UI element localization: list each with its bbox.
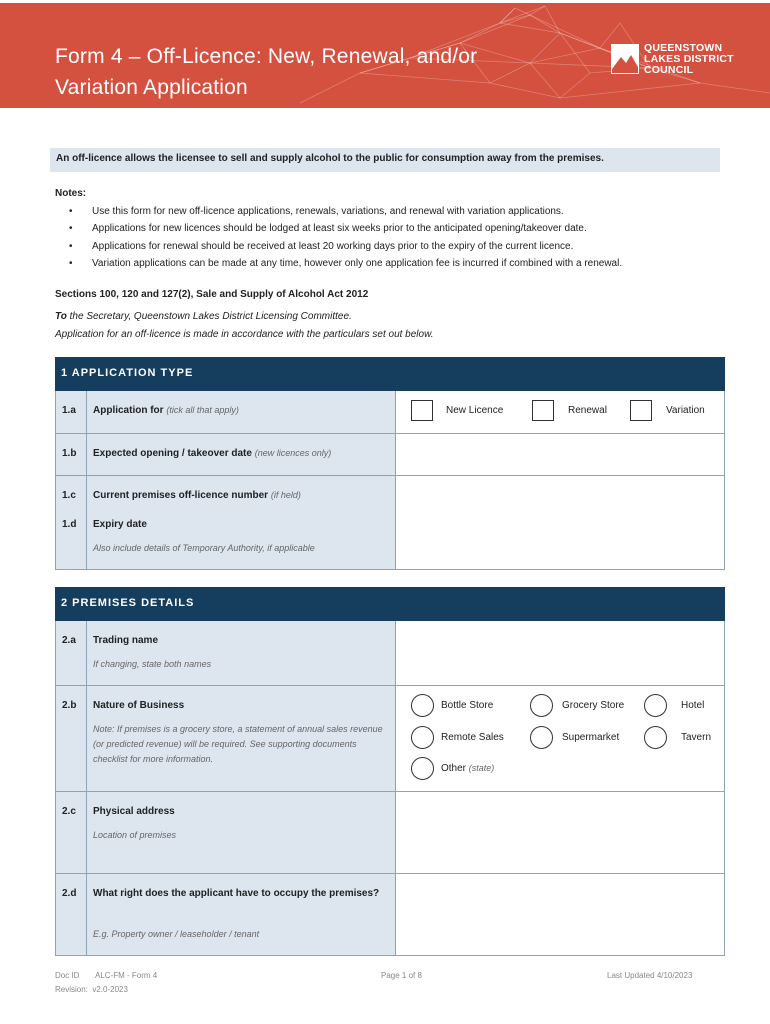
row-number: 2.a	[56, 621, 87, 685]
row-number: 2.b	[56, 686, 87, 791]
field-label: What right does the applicant have to occupy the premises?	[93, 888, 380, 899]
field-hint: (tick all that apply)	[166, 405, 239, 415]
doc-id-value: ALC-FM - Form 4	[95, 971, 158, 980]
bottle-store-radio[interactable]	[411, 694, 434, 717]
option-label: Supermarket	[562, 732, 620, 743]
remote-sales-radio[interactable]	[411, 726, 434, 749]
revision-label: Revision:	[55, 985, 88, 994]
row-number: 1.b	[56, 434, 87, 475]
to-prefix: To	[55, 311, 67, 322]
logo-text-line-3: COUNCIL	[644, 64, 694, 76]
field-hint: If changing, state both names	[93, 659, 212, 669]
field-hint: Location of premises	[93, 830, 177, 840]
note-item: • Variation applications can be made at any time, however only one application fee is incurred if combined with a renewal.	[55, 255, 725, 273]
application-statement: Application for an off-licence is made in accordance with the particulars set out below.	[55, 329, 434, 340]
notes-block	[55, 185, 725, 273]
variation-checkbox[interactable]	[630, 400, 652, 421]
option-label: Bottle Store	[441, 700, 494, 711]
page-number: Page 1 of 8	[381, 971, 422, 980]
option-label: Renewal	[568, 405, 607, 416]
note-item: • Applications for renewal should be received at least 20 working days prior to the expiry of the current licence.	[55, 238, 725, 256]
supermarket-radio[interactable]	[530, 726, 553, 749]
to-recipient: the Secretary, Queenstown Lakes District Licensing Committee.	[66, 311, 352, 322]
other-radio[interactable]	[411, 757, 434, 780]
note-item: • Applications for new licences should be lodged at least six weeks prior to the anticipated opening/takeover date.	[55, 220, 725, 238]
row-2c	[55, 792, 725, 874]
renewal-checkbox[interactable]	[532, 400, 554, 421]
form-title	[55, 41, 575, 103]
row-1b	[55, 434, 725, 476]
page-header	[0, 3, 770, 108]
field-hint: (if held)	[270, 490, 301, 500]
option-hint: (state)	[468, 763, 495, 773]
row-number: 1.c	[62, 490, 76, 501]
mountain-logo-icon	[610, 43, 640, 75]
logo-text-line-1: QUEENSTOWN	[644, 42, 723, 54]
council-logo	[610, 43, 734, 76]
row-number: 1.a	[56, 391, 87, 433]
option-label: Variation	[666, 405, 705, 416]
doc-id-label: Doc ID	[55, 971, 80, 980]
logo-text-line-2: LAKES DISTRICT	[644, 53, 734, 65]
option-label: Hotel	[681, 700, 705, 711]
field-hint: Also include details of Temporary Authority, if applicable	[93, 543, 315, 553]
option-label: Remote Sales	[441, 732, 504, 743]
field-label: Current premises off-licence number	[93, 490, 269, 501]
last-updated: Last Updated 4/10/2023	[607, 971, 693, 980]
field-label: Physical address	[93, 806, 175, 817]
opening-date-input[interactable]	[396, 434, 724, 475]
option-label: Other	[441, 763, 467, 774]
revision-value: v2.0-2023	[92, 985, 128, 994]
licence-number-expiry-input[interactable]	[396, 476, 724, 569]
field-label: Trading name	[93, 635, 159, 646]
notes-heading: Notes:	[55, 188, 87, 199]
addressee-block	[55, 308, 434, 344]
field-label: Expected opening / takeover date	[93, 448, 252, 459]
field-label: Application for	[93, 405, 164, 416]
title-line-1: Form 4 – Off-Licence: New, Renewal, and/or	[55, 45, 478, 68]
notes-list	[55, 203, 725, 273]
note-item: • Use this form for new off-licence applications, renewals, variations, and renewal with variation applications.	[55, 203, 725, 221]
physical-address-input[interactable]	[396, 792, 724, 873]
row-2a	[55, 621, 725, 686]
field-label: Expiry date	[93, 519, 147, 530]
nature-of-business-options	[396, 686, 724, 791]
option-label: Grocery Store	[562, 700, 625, 711]
application-for-options	[396, 391, 724, 433]
row-2b	[55, 686, 725, 792]
title-line-2: Variation Application	[55, 76, 248, 99]
row-number: 1.d	[62, 519, 77, 530]
row-2d	[55, 874, 725, 956]
field-hint: E.g. Property owner / leaseholder / tenant	[93, 929, 260, 939]
new-licence-checkbox[interactable]	[411, 400, 433, 421]
field-hint: Note: If premises is a grocery store, a statement of annual sales revenue (or predicted revenue) will be required. See supporting documents checklist for more information.	[93, 724, 383, 764]
row-1c-1d	[55, 476, 725, 570]
option-label: Tavern	[681, 732, 712, 743]
row-1a	[55, 391, 725, 434]
grocery-store-radio[interactable]	[530, 694, 553, 717]
section-1-header: 1 APPLICATION TYPE	[55, 357, 725, 391]
intro-banner: An off-licence allows the licensee to sell and supply alcohol to the public for consumption away from the premises.	[50, 148, 720, 172]
row-number: 2.c	[56, 792, 87, 873]
tavern-radio[interactable]	[644, 726, 667, 749]
trading-name-input[interactable]	[396, 621, 724, 685]
act-sections: Sections 100, 120 and 127(2), Sale and Supply of Alcohol Act 2012	[55, 289, 369, 300]
field-hint: (new licences only)	[254, 448, 332, 458]
section-2-header: 2 PREMISES DETAILS	[55, 587, 725, 621]
footer-doc-info	[55, 969, 157, 997]
option-label: New Licence	[446, 405, 504, 416]
row-number: 2.d	[56, 874, 87, 955]
field-label: Nature of Business	[93, 700, 185, 711]
hotel-radio[interactable]	[644, 694, 667, 717]
occupancy-right-input[interactable]	[396, 874, 724, 955]
